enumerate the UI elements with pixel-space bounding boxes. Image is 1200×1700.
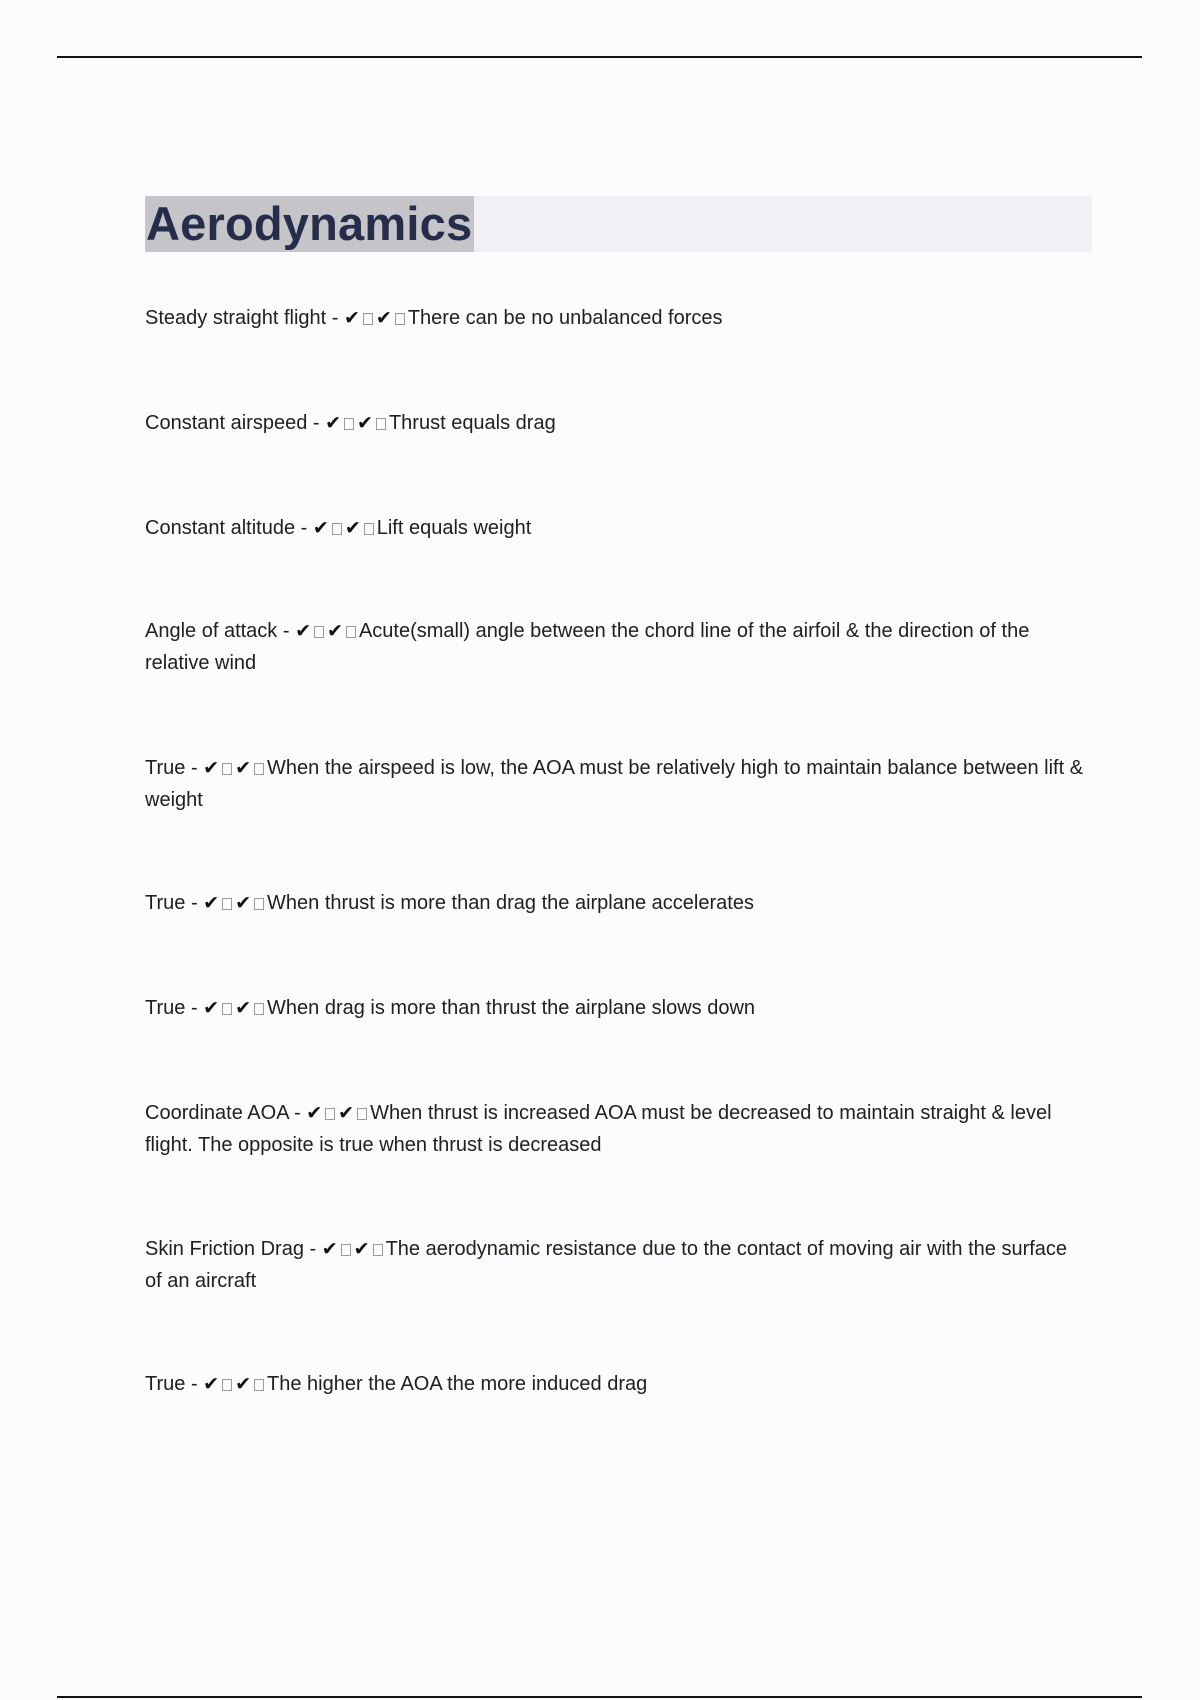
checkmark-icon: ✔ xyxy=(344,307,360,329)
checkmark-icon: ✔ xyxy=(344,517,361,539)
entry-term: Steady straight flight xyxy=(145,307,327,329)
empty-box-icon xyxy=(346,626,356,638)
entry-answer: When thrust is more than drag the airplane accelerates xyxy=(267,892,754,914)
checkmark-icon: ✔ xyxy=(306,1102,323,1124)
flashcard-entry xyxy=(145,752,1085,816)
entry-separator: - xyxy=(185,1373,204,1395)
checkmark-icon: ✔ xyxy=(235,757,252,779)
flashcard-entry xyxy=(145,1233,1085,1297)
checkmark-icon: ✔ xyxy=(203,757,220,779)
entry-separator: - xyxy=(185,997,204,1019)
empty-box-icon xyxy=(344,418,354,430)
entry-answer: Thrust equals drag xyxy=(388,412,556,434)
entry-separator: - xyxy=(295,517,313,539)
page-title: Aerodynamics xyxy=(146,197,473,250)
entry-separator: - xyxy=(288,1102,307,1124)
checkmark-icon: ✔ xyxy=(338,1102,355,1124)
entry-separator: - xyxy=(185,892,204,914)
empty-box-icon xyxy=(254,763,264,775)
empty-box-icon xyxy=(254,1379,264,1391)
entry-answer: There can be no unbalanced forces xyxy=(407,307,723,329)
entry-term: Coordinate AOA xyxy=(145,1102,289,1124)
flashcard-entry xyxy=(145,407,1085,439)
empty-box-icon xyxy=(254,898,264,910)
checkmark-icon: ✔ xyxy=(235,892,252,914)
entry-answer: Acute(small) angle between the chord line of the airfoil & the direction of the relative wind xyxy=(145,620,1030,674)
checkmark-icon: ✔ xyxy=(235,1373,252,1395)
entry-answer: When the airspeed is low, the AOA must be relatively high to maintain balance between lift & weight xyxy=(145,757,1084,811)
checkmark-icon: ✔ xyxy=(375,307,392,329)
top-rule xyxy=(57,56,1142,58)
empty-box-icon xyxy=(332,523,342,535)
checkmark-icon: ✔ xyxy=(312,517,329,539)
entry-answer: When drag is more than thrust the airplane slows down xyxy=(267,997,756,1019)
flashcard-entry xyxy=(145,512,1085,544)
checkmark-icon: ✔ xyxy=(295,620,312,642)
entry-term: Constant altitude xyxy=(145,517,296,539)
entry-term: True xyxy=(145,1373,186,1395)
entry-term: Skin Friction Drag xyxy=(145,1238,304,1260)
entry-term: True xyxy=(145,997,186,1019)
empty-box-icon xyxy=(222,763,232,775)
empty-box-icon xyxy=(325,1108,335,1120)
entry-separator: - xyxy=(307,412,326,434)
checkmark-icon: ✔ xyxy=(357,412,373,434)
empty-box-icon xyxy=(254,1003,264,1015)
entry-answer: Lift equals weight xyxy=(376,517,532,539)
entry-term: Constant airspeed xyxy=(145,412,308,434)
empty-box-icon xyxy=(341,1244,351,1256)
empty-box-icon xyxy=(364,523,374,535)
flashcard-entry xyxy=(145,887,1085,919)
entry-answer: When thrust is increased AOA must be decreased to maintain straight & level flight. The opposite is true when thrust is decreased xyxy=(145,1102,1052,1156)
checkmark-icon: ✔ xyxy=(203,892,220,914)
empty-box-icon xyxy=(222,1003,232,1015)
flashcard-entry xyxy=(145,1097,1085,1161)
flashcard-entry xyxy=(145,302,1085,334)
entry-term: True xyxy=(145,757,186,779)
empty-box-icon xyxy=(222,1379,232,1391)
empty-box-icon xyxy=(363,313,373,325)
flashcard-entry xyxy=(145,615,1085,679)
flashcard-entry xyxy=(145,992,1085,1024)
entry-term: True xyxy=(145,892,186,914)
entry-separator: - xyxy=(277,620,296,642)
checkmark-icon: ✔ xyxy=(203,997,220,1019)
bottom-rule xyxy=(57,1696,1142,1698)
checkmark-icon: ✔ xyxy=(327,620,343,642)
checkmark-icon: ✔ xyxy=(321,1238,338,1260)
entry-separator: - xyxy=(326,307,344,329)
checkmark-icon: ✔ xyxy=(235,997,252,1019)
checkmark-icon: ✔ xyxy=(325,412,342,434)
empty-box-icon xyxy=(376,418,386,430)
empty-box-icon xyxy=(373,1244,383,1256)
empty-box-icon xyxy=(222,898,232,910)
empty-box-icon xyxy=(357,1108,367,1120)
empty-box-icon xyxy=(314,626,324,638)
entry-answer: The higher the AOA the more induced drag xyxy=(267,1373,648,1395)
flashcard-entry xyxy=(145,1368,1085,1400)
entry-separator: - xyxy=(185,757,204,779)
checkmark-icon: ✔ xyxy=(203,1373,220,1395)
entry-term: Angle of attack xyxy=(145,620,278,642)
empty-box-icon xyxy=(395,313,405,325)
entry-separator: - xyxy=(303,1238,322,1260)
checkmark-icon: ✔ xyxy=(353,1238,370,1260)
entry-answer: The aerodynamic resistance due to the contact of moving air with the surface of an aircraft xyxy=(145,1238,1068,1292)
